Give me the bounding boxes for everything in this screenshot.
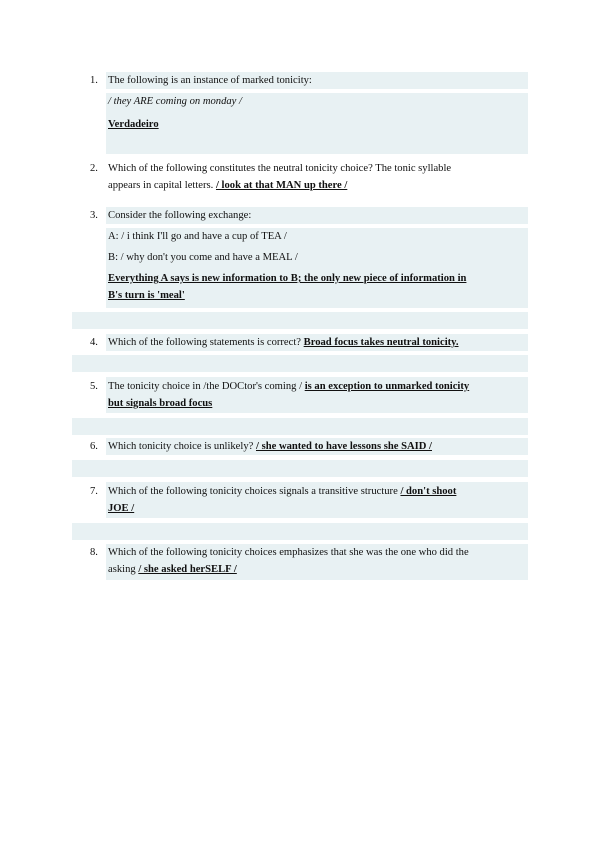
answer-line1: / don't shoot xyxy=(400,486,457,497)
shade-spacer-7 xyxy=(72,523,528,540)
shade-spacer-3 xyxy=(72,312,528,329)
question-number: 6. xyxy=(90,441,98,452)
exchange-line-a: A: / i think I'll go and have a cup of TEA / xyxy=(108,231,287,242)
shade-spacer-6 xyxy=(72,460,528,477)
question-text-line1: Which of the following tonicity choices emphasizes that she was the one who did the xyxy=(108,547,469,558)
answer: Broad focus takes neutral tonicity. xyxy=(303,337,459,348)
exchange-line-b: B: / why don't you come and have a MEAL / xyxy=(108,252,298,263)
answer: / she wanted to have lessons she SAID / xyxy=(255,441,432,452)
question-text-line2: asking xyxy=(108,564,136,575)
question-text: Which of the following tonicity choices signals a transitive structure xyxy=(108,486,398,497)
question-text: Consider the following exchange: xyxy=(108,210,252,221)
answer-line2: JOE / xyxy=(108,503,135,514)
question-number: 1. xyxy=(90,75,98,86)
question-number: 5. xyxy=(90,381,98,392)
answer: Verdadeiro xyxy=(108,119,159,130)
answer-line2: but signals broad focus xyxy=(108,398,213,409)
question-number: 3. xyxy=(90,210,98,221)
answer-line1: is an exception to unmarked tonicity xyxy=(304,381,470,392)
shade-spacer-4 xyxy=(72,355,528,372)
question-text: The tonicity choice in /the DOCtor's coming / xyxy=(108,381,303,392)
answer-line2: B's turn is 'meal' xyxy=(108,290,185,301)
question-number: 2. xyxy=(90,163,98,174)
question-text: The following is an instance of marked tonicity: xyxy=(108,75,312,86)
question-number: 4. xyxy=(90,337,98,348)
question-number: 8. xyxy=(90,547,98,558)
question-text-line1: Which of the following constitutes the neutral tonicity choice? The tonic syllable xyxy=(108,163,452,174)
question-text: Which tonicity choice is unlikely? xyxy=(108,441,254,452)
question-text-line2: appears in capital letters. xyxy=(108,180,214,191)
shade-spacer-5 xyxy=(72,418,528,435)
answer-line1: Everything A says is new information to B; the only new piece of information in xyxy=(108,273,467,284)
answer: / look at that MAN up there / xyxy=(215,180,348,191)
question-number: 7. xyxy=(90,486,98,497)
question-text: Which of the following statements is correct? xyxy=(108,337,301,348)
example-utterance: / they ARE coming on monday / xyxy=(108,96,242,107)
answer: / she asked herSELF / xyxy=(138,564,237,575)
